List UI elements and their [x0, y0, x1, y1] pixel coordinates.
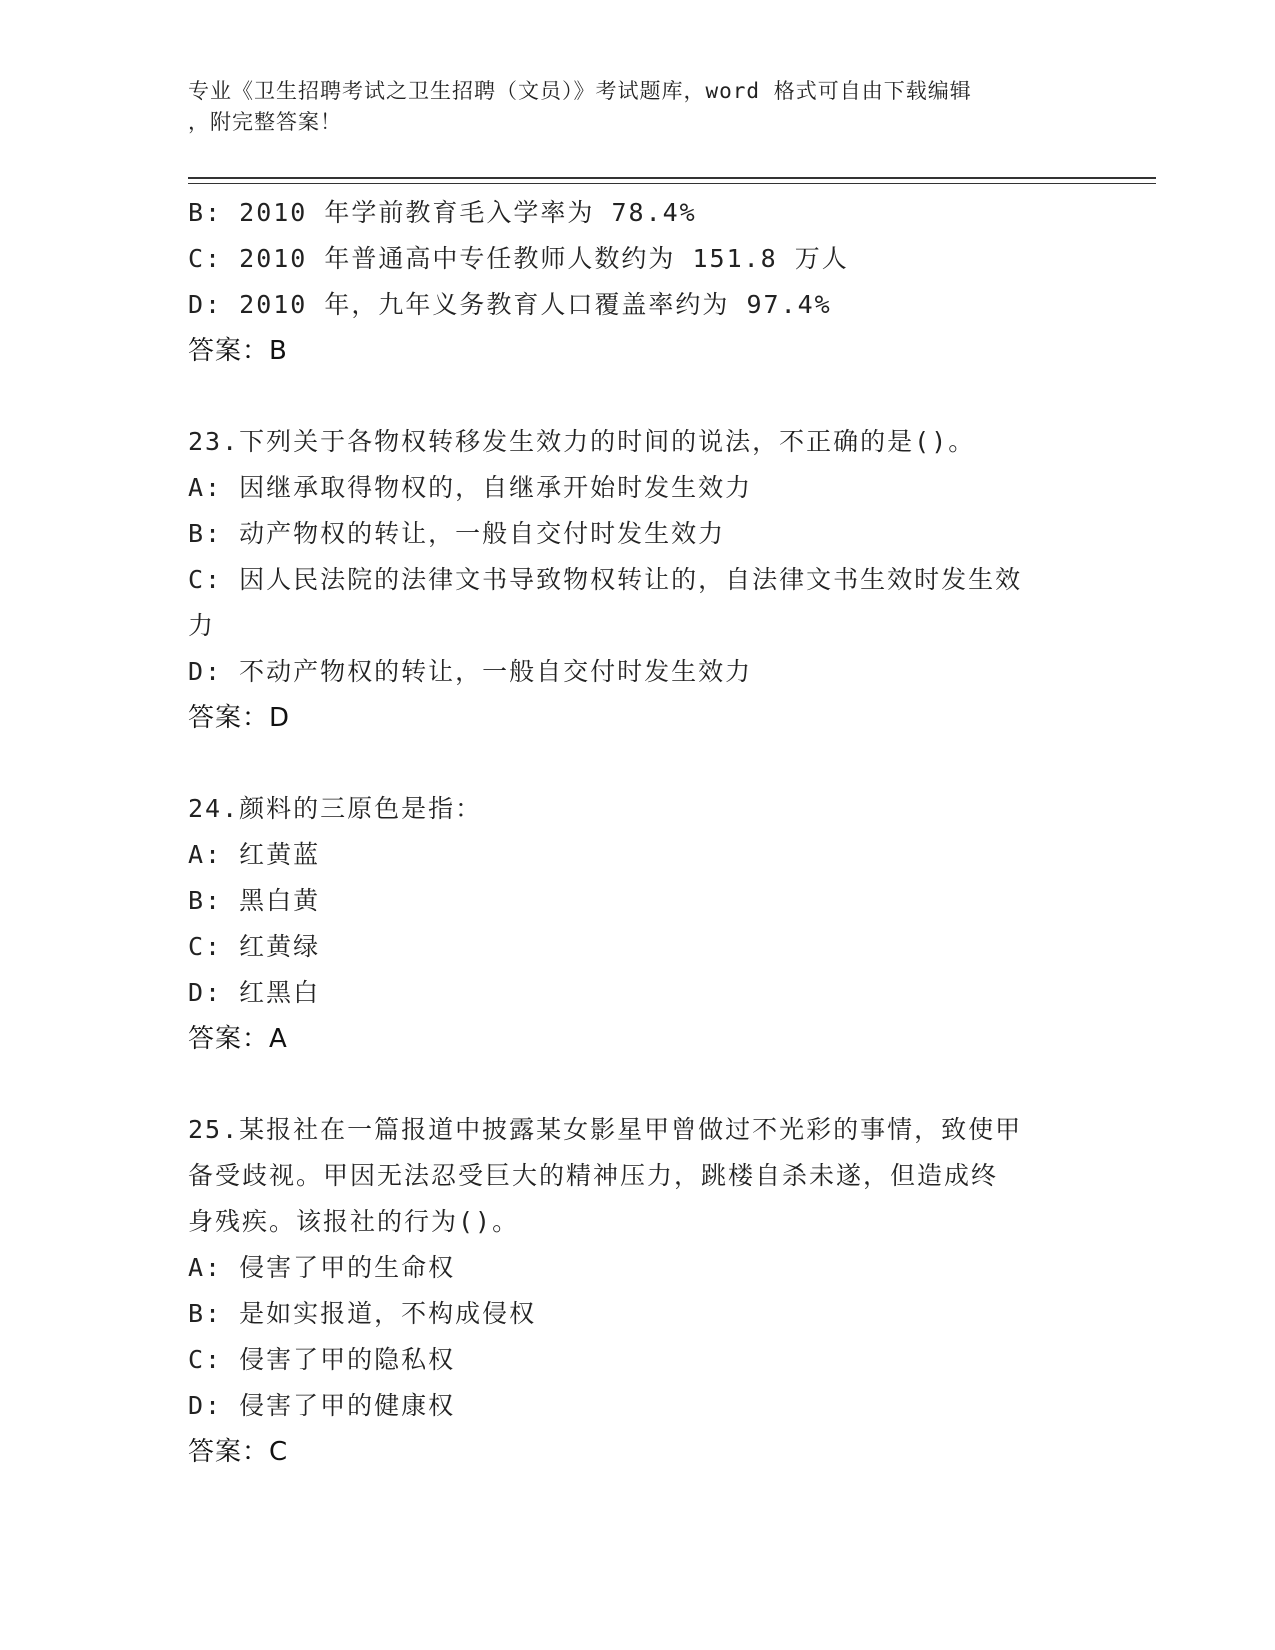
spacer	[188, 1062, 1088, 1107]
answer-line: 答案：D	[188, 703, 291, 733]
question-22-continued	[188, 190, 1088, 374]
question-25	[188, 1107, 1088, 1475]
option-a: A: 因继承取得物权的，自继承开始时发生效力	[188, 473, 753, 502]
option-c: C: 因人民法院的法律文书导致物权转让的，自法律文书生效时发生效	[188, 565, 1023, 594]
option-d: D: 红黑白	[188, 978, 321, 1007]
answer-line: 答案：B	[188, 336, 288, 366]
header-line-1: 专业《卫生招聘考试之卫生招聘（文员）》考试题库，word 格式可自由下载编辑	[188, 79, 972, 103]
spacer	[188, 374, 1088, 419]
option-a: A: 红黄蓝	[188, 840, 321, 869]
answer-line: 答案：A	[188, 1024, 288, 1054]
answer-line: 答案：C	[188, 1437, 289, 1467]
header-line-2: ，附完整答案！	[188, 110, 342, 134]
question-stem: 24.颜料的三原色是指：	[188, 794, 483, 823]
question-23	[188, 419, 1088, 741]
option-d: D: 不动产物权的转让，一般自交付时发生效力	[188, 657, 753, 686]
header-divider-thin	[188, 183, 1156, 184]
option-b: B: 2010 年学前教育毛入学率为 78.4%	[188, 198, 697, 227]
question-list	[188, 190, 1088, 1475]
option-c: C: 2010 年普通高中专任教师人数约为 151.8 万人	[188, 244, 849, 273]
option-c-continued: 力	[188, 611, 216, 640]
question-stem-line-3: 身残疾。该报社的行为()。	[188, 1207, 520, 1236]
option-b: B: 黑白黄	[188, 886, 321, 915]
option-c: C: 红黄绿	[188, 932, 321, 961]
option-d: D: 侵害了甲的健康权	[188, 1391, 456, 1420]
question-24	[188, 786, 1088, 1062]
option-b: B: 是如实报道，不构成侵权	[188, 1299, 537, 1328]
option-b: B: 动产物权的转让，一般自交付时发生效力	[188, 519, 726, 548]
document-header	[188, 76, 1068, 138]
question-stem-line-1: 25.某报社在一篇报道中披露某女影星甲曾做过不光彩的事情，致使甲	[188, 1115, 1023, 1144]
option-a: A: 侵害了甲的生命权	[188, 1253, 456, 1282]
option-d: D: 2010 年，九年义务教育人口覆盖率约为 97.4%	[188, 290, 832, 319]
question-stem: 23.下列关于各物权转移发生效力的时间的说法，不正确的是()。	[188, 427, 976, 456]
header-divider-thick	[188, 177, 1156, 179]
option-c: C: 侵害了甲的隐私权	[188, 1345, 456, 1374]
question-stem-line-2: 备受歧视。甲因无法忍受巨大的精神压力，跳楼自杀未遂，但造成终	[188, 1161, 999, 1190]
spacer	[188, 741, 1088, 786]
